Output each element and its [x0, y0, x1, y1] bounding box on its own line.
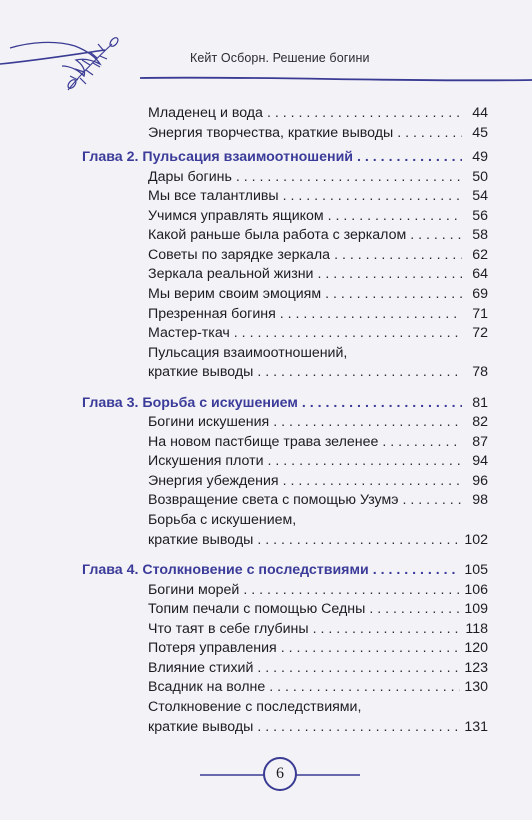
toc-page-number: 64: [472, 266, 488, 283]
toc-entry[interactable]: [148, 620, 488, 638]
toc-page-number: 118: [465, 620, 488, 637]
page-number: 6: [263, 757, 297, 791]
toc-entry[interactable]: [148, 168, 488, 186]
toc-entry-title: Младенец и вода: [148, 105, 263, 121]
toc-page-number: 87: [472, 433, 488, 450]
dot-leader: [369, 600, 460, 618]
toc-entry-title: Энергия творчества, краткие выводы: [148, 124, 394, 141]
toc-entry[interactable]: [148, 718, 488, 736]
dot-leader: [273, 413, 462, 431]
toc-page-number: 50: [472, 168, 488, 185]
dot-leader: [257, 531, 460, 549]
toc-page-number: 69: [472, 285, 488, 302]
toc-entry-title: Учимся управлять ящиком: [148, 207, 324, 224]
toc-entry-title: Советы по зарядке зеркала: [148, 246, 331, 263]
toc-entry[interactable]: [148, 305, 488, 323]
dot-leader: [397, 124, 462, 142]
toc-entry-title: Что таят в себе глубины: [148, 620, 309, 637]
toc-entry[interactable]: [148, 678, 488, 696]
running-head: Кейт Осборн. Решение богини: [190, 51, 370, 65]
toc-entry-title: На новом пастбище трава зеленее: [148, 433, 379, 450]
lavender-sprig-icon: [66, 36, 119, 90]
dot-leader: [281, 639, 461, 657]
toc-page-number: 78: [472, 364, 488, 381]
toc-entry-title: Энергия убеждения: [148, 472, 279, 489]
toc-entry[interactable]: [148, 659, 488, 677]
dot-leader: [328, 207, 462, 225]
toc-page-number: 54: [472, 188, 488, 205]
toc-entry[interactable]: [148, 363, 488, 381]
dot-leader: [373, 561, 461, 579]
dot-leader: [280, 305, 462, 323]
dot-leader: [267, 104, 462, 122]
toc-page-number: 120: [464, 640, 488, 657]
toc-page-number: 131: [464, 718, 488, 735]
toc-entry[interactable]: [148, 581, 488, 599]
toc-page-number: 81: [472, 394, 488, 411]
toc-entry-title: Какой раньше была работа с зеркалом: [148, 227, 407, 244]
toc-entry[interactable]: [148, 600, 488, 618]
toc-entry-title: Топим печали с помощью Седны: [148, 601, 366, 618]
toc-entry[interactable]: [148, 265, 488, 283]
toc-page-number: 123: [464, 659, 488, 676]
dot-leader: [410, 226, 462, 244]
toc-entry-title-line1: Столкновение с последствиями,: [148, 698, 362, 715]
dot-leader: [234, 324, 462, 342]
toc-entry-title: Зеркала реальной жизни: [148, 266, 314, 283]
toc-entry-title: Потеря управления: [148, 640, 277, 657]
toc-chapter[interactable]: [82, 148, 488, 166]
dot-leader: [236, 168, 462, 186]
toc-page-number: 72: [472, 325, 488, 342]
dot-leader: [357, 148, 462, 166]
toc-entry-title: Богини искушения: [148, 414, 270, 431]
toc-entry-title: Мастер-ткач: [148, 325, 230, 342]
toc-entry[interactable]: [148, 104, 488, 122]
toc-page-number: 98: [472, 492, 488, 509]
toc-page-number: 94: [472, 453, 488, 470]
toc-page-number: 82: [472, 414, 488, 431]
toc-page-number: 45: [472, 124, 488, 141]
toc-page-number: 130: [464, 679, 488, 696]
toc-entry-title: краткие выводы: [148, 531, 254, 548]
toc-entry[interactable]: [148, 207, 488, 225]
toc-page-number: 96: [472, 472, 488, 489]
dot-leader: [268, 452, 462, 470]
dot-leader: [325, 285, 462, 303]
dot-leader: [269, 678, 460, 696]
toc-page-number: 106: [464, 581, 488, 598]
toc-entry-title-line1: Пульсация взаимоотношений,: [148, 344, 348, 361]
toc-page-number: 58: [472, 227, 488, 244]
toc-page-number: 44: [472, 105, 488, 121]
toc-entry[interactable]: [148, 285, 488, 303]
toc-entry[interactable]: [148, 246, 488, 264]
toc-page-number: 102: [464, 531, 488, 548]
toc-entry-title: Мы все талантливы: [148, 188, 279, 205]
toc-entry[interactable]: [148, 187, 488, 205]
toc-entry[interactable]: [148, 413, 488, 431]
toc-page-number: 62: [472, 246, 488, 263]
toc-entry[interactable]: [148, 324, 488, 342]
toc-page-number: 109: [464, 601, 488, 618]
toc-entry[interactable]: [148, 226, 488, 244]
toc-entry[interactable]: [148, 491, 488, 509]
toc-entry[interactable]: [148, 452, 488, 470]
dot-leader: [313, 620, 462, 638]
toc-chapter-title: Глава 4. Столкновение с последствиями: [82, 562, 369, 579]
toc-page-number: 71: [472, 305, 488, 322]
toc-entry[interactable]: [148, 531, 488, 549]
dot-leader: [402, 491, 462, 509]
dot-leader: [334, 246, 462, 264]
dot-leader: [257, 363, 462, 381]
toc-chapter[interactable]: [82, 394, 488, 412]
dot-leader: [257, 718, 460, 736]
header-rule: [140, 78, 532, 81]
header-swoosh-line: [0, 50, 105, 64]
toc-entry[interactable]: [148, 433, 488, 451]
dot-leader: [302, 394, 462, 412]
dot-leader: [257, 659, 460, 677]
dot-leader: [317, 265, 462, 283]
toc-page-number: 56: [472, 207, 488, 224]
toc-entry-title: краткие выводы: [148, 364, 254, 381]
toc-entry[interactable]: [148, 472, 488, 490]
toc-entry-title: Всадник на волне: [148, 679, 266, 696]
toc-chapter[interactable]: [82, 561, 488, 579]
toc-entry[interactable]: [148, 639, 488, 657]
dot-leader: [243, 581, 460, 599]
toc-page-number: 49: [472, 149, 488, 166]
toc-page-number: 105: [464, 562, 488, 579]
toc-chapter-title: Глава 2. Пульсация взаимоотношений: [82, 149, 354, 166]
toc-entry-title: Влияние стихий: [148, 659, 254, 676]
toc-entry-title: Презренная богиня: [148, 305, 276, 322]
dot-leader: [283, 187, 462, 205]
toc-entry-title: Искушения плоти: [148, 453, 264, 470]
toc-entry-title-line1: Борьба с искушением,: [148, 512, 297, 528]
toc-entry[interactable]: [148, 124, 488, 142]
dot-leader: [283, 472, 462, 490]
toc-entry-title: Возвращение света с помощью Узумэ: [148, 492, 399, 509]
toc-entry-title: краткие выводы: [148, 718, 254, 735]
toc-entry-title: Мы верим своим эмоциям: [148, 285, 322, 302]
toc-entry-title: Дары богинь: [148, 168, 232, 185]
dot-leader: [382, 433, 462, 451]
toc-entry-title: Богини морей: [148, 581, 240, 598]
toc-chapter-title: Глава 3. Борьба с искушением: [82, 394, 298, 411]
